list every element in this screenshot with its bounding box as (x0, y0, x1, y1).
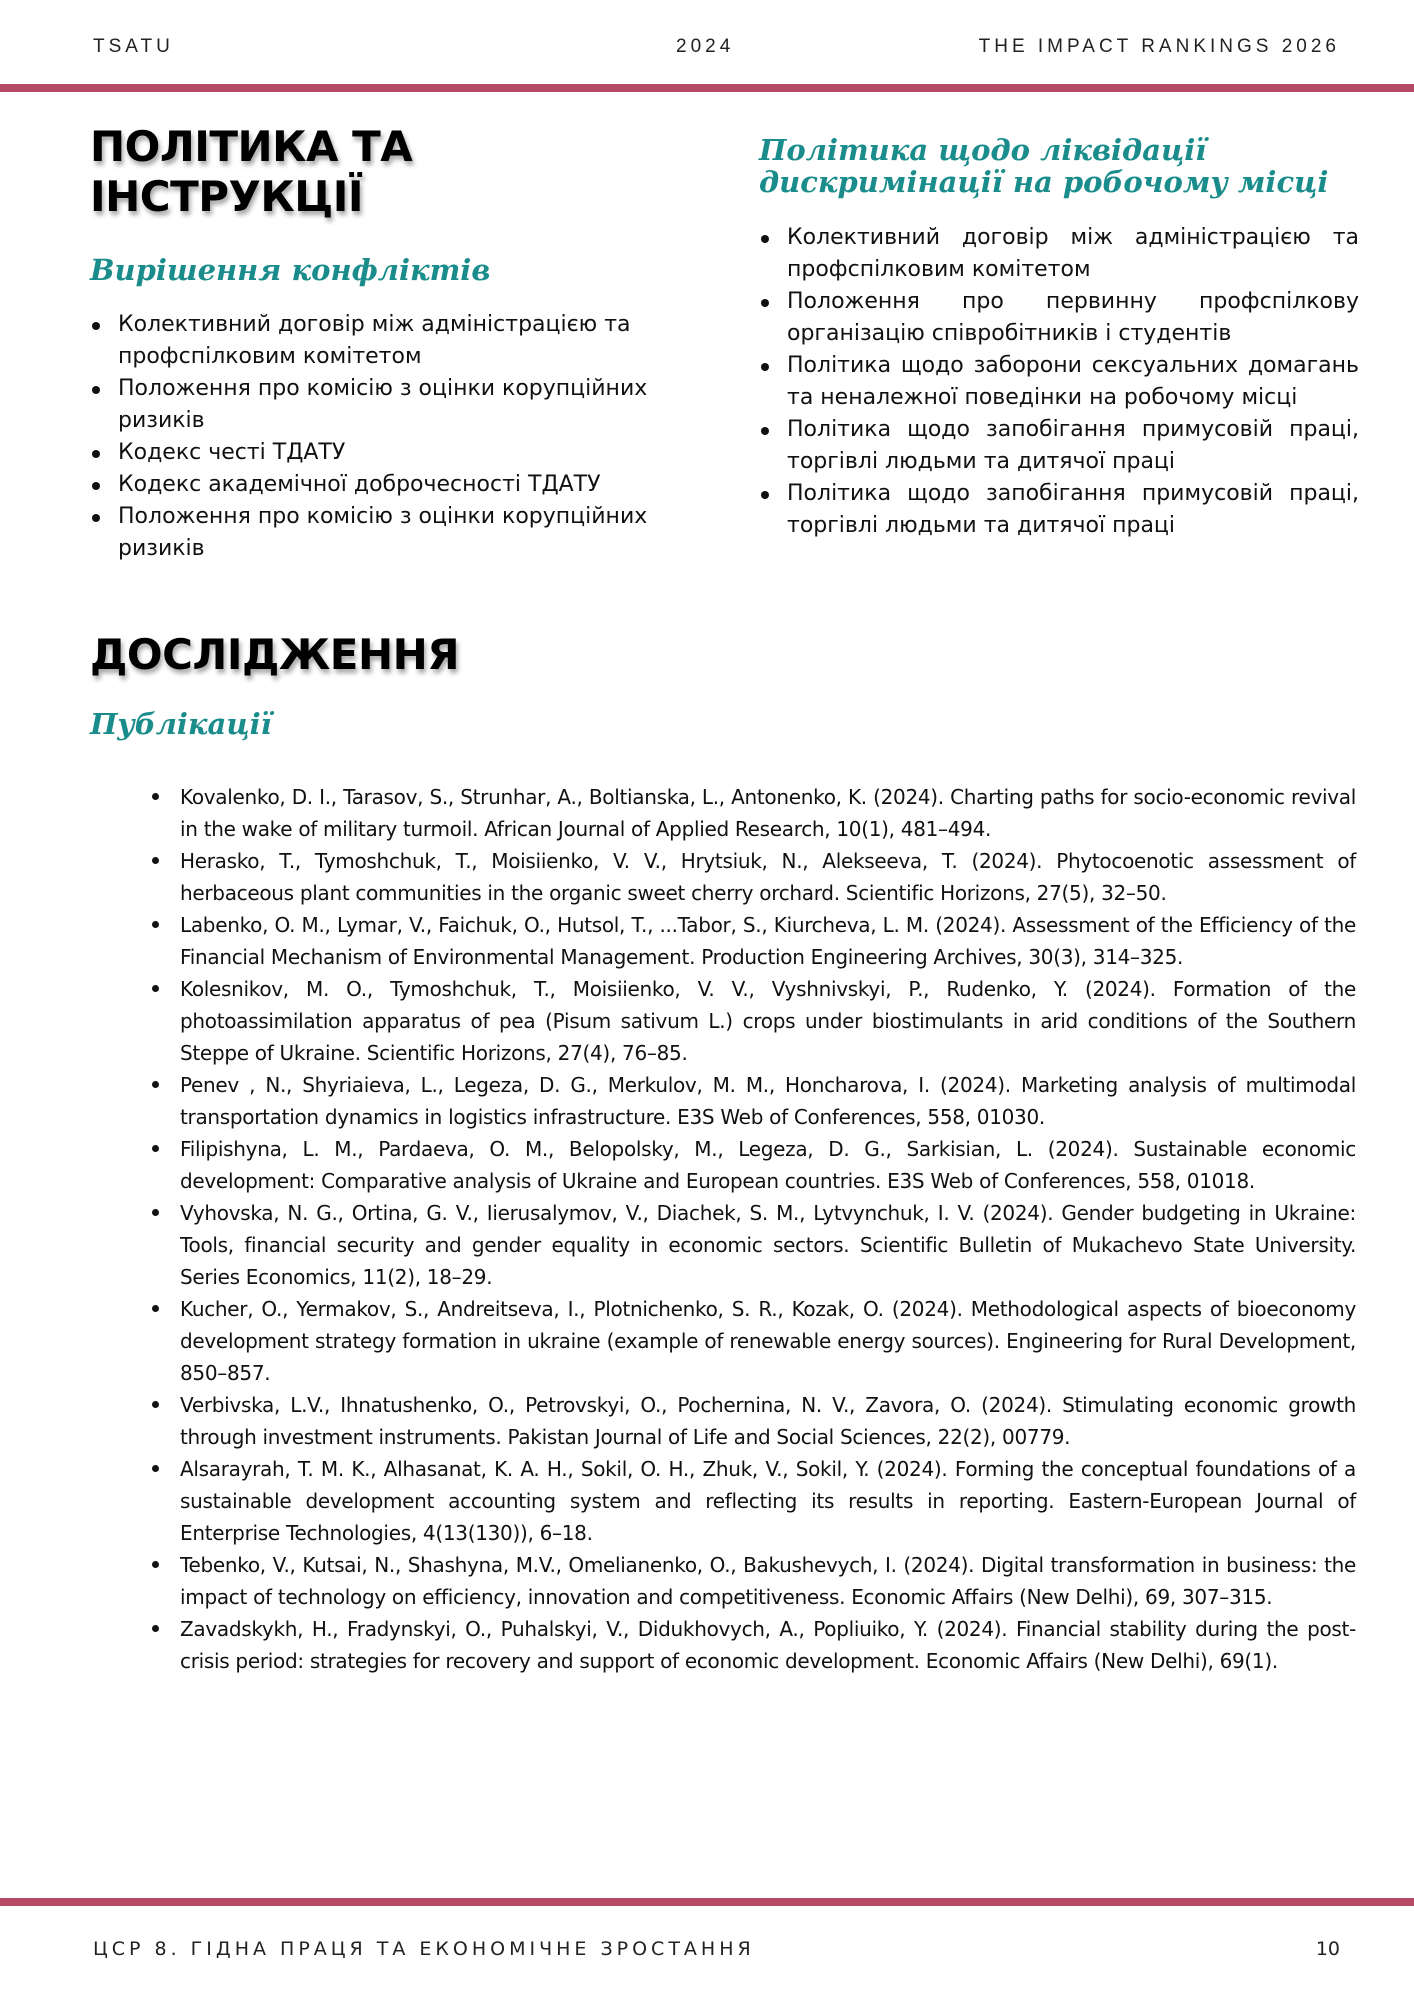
page-footer (93, 1938, 1340, 1968)
list-item: Колективний договір між адміністрацією та профспілковим комітетом (90, 309, 690, 373)
list-item: Політика щодо запобігання примусовій праці, торгівлі людьми та дитячої праці (759, 478, 1359, 542)
header-report-title: THE IMPACT RANKINGS 2026 (978, 36, 1340, 57)
list-item: Кодекс академічної доброчесності ТДАТУ (90, 469, 690, 501)
publication-item: Tebenko, V., Kutsai, N., Shashyna, M.V., Omelianenko, O., Bakushevych, I. (2024). Digital transformation in business: the impact of technology on efficiency, innovation and competitiveness. Economic Affairs (New Delhi), 69, 307–315. (150, 1549, 1356, 1613)
list-item: Положення про комісію з оцінки корупційних ризиків (90, 373, 690, 437)
header-org: TSATU (93, 36, 174, 57)
policy-right-column (759, 134, 1359, 542)
list-item: Політика щодо заборони сексуальних домагань та неналежної поведінки на робочому місці (759, 350, 1359, 414)
anti-discrimination-heading: Політика щодо ліквідації дискримінації на робочому місці (759, 133, 1329, 199)
publication-item: Vyhovska, N. G., Ortina, G. V., Iierusalymov, V., Diachek, S. M., Lytvynchuk, I. V. (2024). Gender budgeting in Ukraine: Tools, financial security and gender equality in economic sectors. Scientific Bulletin of Mukachevo State University. Series Economics, 11(2), 18–29. (150, 1197, 1356, 1293)
publication-item: Filipishyna, L. M., Pardaeva, O. M., Belopolsky, M., Legeza, D. G., Sarkisian, L. (2024). Sustainable economic development: Comparative analysis of Ukraine and European countries. E3S Web of Conferences, 558, 01018. (150, 1133, 1356, 1197)
publication-item: Herasko, T., Tymoshchuk, T., Moisiienko, V. V., Hrytsiuk, N., Alekseeva, T. (2024). Phytocoenotic assessment of herbaceous plant communities in the organic sweet cherry orchard. Scientific Horizons, 27(5), 32–50. (150, 845, 1356, 909)
header-year: 2024 (676, 36, 735, 57)
conflict-resolution-list (90, 309, 690, 565)
publication-item: Penev , N., Shyriaieva, L., Legeza, D. G., Merkulov, M. M., Honcharova, I. (2024). Marketing analysis of multimodal transportation dynamics in logistics infrastructure. E3S Web of Conferences, 558, 01030. (150, 1069, 1356, 1133)
publication-item: Kolesnikov, M. O., Tymoshchuk, T., Moisiienko, V. V., Vyshnivskyi, P., Rudenko, Y. (2024). Formation of the photoassimilation apparatus of pea (Pisum sativum L.) crops under biostimulants in arid conditions of the Southern Steppe of Ukraine. Scientific Horizons, 27(4), 76–85. (150, 973, 1356, 1069)
anti-discrimination-list (759, 222, 1359, 542)
footer-section-title: ЦСР 8. ГІДНА ПРАЦЯ ТА ЕКОНОМІЧНЕ ЗРОСТАННЯ (93, 1938, 755, 1960)
policy-left-column (90, 122, 690, 565)
research-section-title: ДОСЛІДЖЕННЯ (90, 630, 460, 679)
publications-list (150, 781, 1356, 1677)
publication-item: Kovalenko, D. I., Tarasov, S., Strunhar, A., Boltianska, L., Antonenko, K. (2024). Charting paths for socio-economic revival in the wake of military turmoil. African Journal of Applied Research, 10(1), 481–494. (150, 781, 1356, 845)
publication-item: Verbivska, L.V., Ihnatushenko, O., Petrovskyi, O., Pochernina, N. V., Zavora, O. (2024). Stimulating economic growth through investment instruments. Pakistan Journal of Life and Social Sciences, 22(2), 00779. (150, 1389, 1356, 1453)
header-divider-bar (0, 84, 1414, 92)
list-item: Колективний договір між адміністрацією та профспілковим комітетом (759, 222, 1359, 286)
conflict-resolution-heading: Вирішення конфліктів (90, 253, 491, 287)
publications-heading: Публікації (90, 707, 272, 741)
list-item: Політика щодо запобігання примусовій праці, торгівлі людьми та дитячої праці (759, 414, 1359, 478)
publication-item: Labenko, O. M., Lymar, V., Faichuk, O., Hutsol, T., ...Tabor, S., Kiurcheva, L. M. (2024). Assessment of the Efficiency of the Financial Mechanism of Environmental Management. Production Engineering Archives, 30(3), 314–325. (150, 909, 1356, 973)
list-item: Положення про комісію з оцінки корупційних ризиків (90, 501, 690, 565)
page-number: 10 (1315, 1938, 1340, 1960)
publication-item: Alsarayrah, T. M. K., Alhasanat, K. A. H., Sokil, O. H., Zhuk, V., Sokil, Y. (2024). Forming the conceptual foundations of a sustainable development accounting system and reflecting its results in reporting. Eastern-European Journal of Enterprise Technologies, 4(13(130)), 6–18. (150, 1453, 1356, 1549)
publication-item: Zavadskykh, H., Fradynskyi, O., Puhalskyi, V., Didukhovych, A., Popliuiko, Y. (2024). Financial stability during the post- crisis period: strategies for recovery and support of economic development. Economic Affairs (New Delhi), 69(1). (150, 1613, 1356, 1677)
research-section (90, 630, 1360, 740)
list-item: Кодекс честі ТДАТУ (90, 437, 690, 469)
policy-section-title: ПОЛІТИКА ТА ІНСТРУКЦІЇ (90, 122, 413, 221)
footer-divider-bar (0, 1898, 1414, 1906)
list-item: Положення про первинну профспілкову організацію співробітників і студентів (759, 286, 1359, 350)
page-header (93, 36, 1340, 66)
publication-item: Kucher, O., Yermakov, S., Andreitseva, I., Plotnichenko, S. R., Kozak, O. (2024). Methodological aspects of bioeconomy development strategy formation in ukraine (example of renewable energy sources). Engineering for Rural Development, 850–857. (150, 1293, 1356, 1389)
